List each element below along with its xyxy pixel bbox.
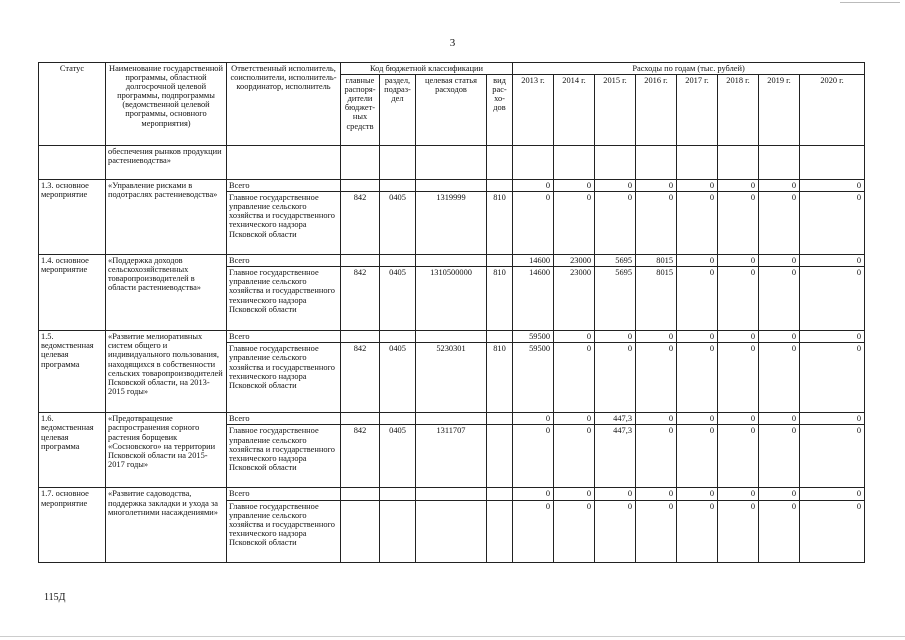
section-name: «Предотвращение распространения сорного растения борщевик «Сосновского» на территории Псковской области на 2015-2017 годы» bbox=[106, 413, 227, 488]
total-value: 14600 bbox=[513, 255, 554, 267]
section-status: 1.6. ведомственная целевая программа bbox=[39, 413, 106, 488]
year-value: 0 bbox=[677, 500, 718, 562]
year-value: 0 bbox=[800, 425, 865, 488]
total-value: 0 bbox=[595, 331, 636, 343]
total-value: 0 bbox=[636, 331, 677, 343]
section-total-row bbox=[39, 180, 865, 192]
total-value: 0 bbox=[677, 255, 718, 267]
total-value: 0 bbox=[718, 488, 759, 500]
year-value: 0 bbox=[595, 192, 636, 255]
year-value: 0 bbox=[677, 343, 718, 413]
total-value: 0 bbox=[759, 255, 800, 267]
total-value: 0 bbox=[718, 331, 759, 343]
year-value: 0 bbox=[800, 343, 865, 413]
header-name: Наименование государственной программы, областной долгосрочной целевой программы, подпрограммы (ведомственной целевой программы, основного мероприятия) bbox=[106, 63, 227, 146]
continuation-text: обеспечения рынков продукции растениеводства» bbox=[106, 146, 227, 180]
section-name: «Развитие мелиоративных систем общего и индивидуального пользования, находящихся в собственности сельских товаропроизводителей Псковской области, на 2013-2015 годы» bbox=[106, 331, 227, 413]
page-number: 3 bbox=[449, 37, 456, 49]
total-value: 0 bbox=[513, 413, 554, 425]
total-value: 0 bbox=[800, 413, 865, 425]
section-total-row bbox=[39, 331, 865, 343]
csr-code: 1310500000 bbox=[416, 267, 487, 331]
rzpr-code bbox=[380, 500, 416, 562]
year-value: 14600 bbox=[513, 267, 554, 331]
total-value: 0 bbox=[513, 488, 554, 500]
year-value: 0 bbox=[759, 343, 800, 413]
year-value: 447,3 bbox=[595, 425, 636, 488]
section-name: «Развитие садоводства, поддержка закладки и ухода за многолетними насаждениями» bbox=[106, 488, 227, 562]
section-total-row bbox=[39, 255, 865, 267]
grbs-code: 842 bbox=[341, 267, 380, 331]
executor-name: Главное государственное управление сельского хозяйства и государственного технического надзора Псковской области bbox=[227, 192, 341, 255]
header-csr: целевая статья расходов bbox=[416, 75, 487, 146]
year-value: 0 bbox=[554, 343, 595, 413]
total-value: 0 bbox=[677, 180, 718, 192]
rzpr-code: 0405 bbox=[380, 343, 416, 413]
budget-table bbox=[38, 62, 865, 563]
total-value: 0 bbox=[800, 331, 865, 343]
grbs-code: 842 bbox=[341, 425, 380, 488]
year-value: 0 bbox=[718, 425, 759, 488]
year-value: 0 bbox=[677, 192, 718, 255]
scan-artifact-line bbox=[840, 2, 900, 3]
executor-name: Главное государственное управление сельского хозяйства и государственного технического надзора Псковской области bbox=[227, 425, 341, 488]
csr-code: 1311707 bbox=[416, 425, 487, 488]
total-value: 0 bbox=[718, 180, 759, 192]
scan-artifact-line bbox=[0, 636, 905, 637]
vr-code: 810 bbox=[487, 192, 513, 255]
executor-name: Главное государственное управление сельского хозяйства и государственного технического надзора Псковской области bbox=[227, 343, 341, 413]
total-value: 0 bbox=[636, 413, 677, 425]
total-label: Всего bbox=[227, 331, 341, 343]
total-value: 0 bbox=[677, 488, 718, 500]
year-value: 0 bbox=[759, 425, 800, 488]
year-value: 0 bbox=[636, 343, 677, 413]
year-value: 0 bbox=[636, 192, 677, 255]
year-value: 0 bbox=[513, 425, 554, 488]
total-value: 0 bbox=[718, 413, 759, 425]
year-value: 0 bbox=[759, 500, 800, 562]
total-value: 0 bbox=[554, 180, 595, 192]
section-name: «Управление рисками в подотраслях растениеводства» bbox=[106, 180, 227, 255]
total-value: 0 bbox=[718, 255, 759, 267]
section-total-row bbox=[39, 488, 865, 500]
section-status: 1.7. основное мероприятие bbox=[39, 488, 106, 562]
total-value: 0 bbox=[800, 488, 865, 500]
year-value: 0 bbox=[800, 267, 865, 331]
executor-name: Главное государственное управление сельского хозяйства и государственного технического надзора Псковской области bbox=[227, 500, 341, 562]
year-value: 0 bbox=[677, 425, 718, 488]
year-value: 0 bbox=[554, 500, 595, 562]
section-total-row bbox=[39, 413, 865, 425]
year-value: 0 bbox=[677, 267, 718, 331]
total-value: 59500 bbox=[513, 331, 554, 343]
section-name: «Поддержка доходов сельскохозяйственных товаропроизводителей в области растениеводства» bbox=[106, 255, 227, 331]
grbs-code: 842 bbox=[341, 192, 380, 255]
total-value: 0 bbox=[759, 180, 800, 192]
year-value: 0 bbox=[759, 267, 800, 331]
year-value: 23000 bbox=[554, 267, 595, 331]
total-label: Всего bbox=[227, 180, 341, 192]
year-value: 8015 bbox=[636, 267, 677, 331]
rzpr-code: 0405 bbox=[380, 425, 416, 488]
total-value: 0 bbox=[677, 331, 718, 343]
vr-code bbox=[487, 425, 513, 488]
header-year: 2019 г. bbox=[759, 75, 800, 146]
year-value: 0 bbox=[554, 425, 595, 488]
total-value: 0 bbox=[513, 180, 554, 192]
year-value: 0 bbox=[636, 425, 677, 488]
total-value: 0 bbox=[759, 413, 800, 425]
header-year: 2016 г. bbox=[636, 75, 677, 146]
section-status: 1.4. основное мероприятие bbox=[39, 255, 106, 331]
year-value: 0 bbox=[718, 192, 759, 255]
vr-code: 810 bbox=[487, 343, 513, 413]
section-status: 1.3. основное мероприятие bbox=[39, 180, 106, 255]
year-value: 5695 bbox=[595, 267, 636, 331]
executor-name: Главное государственное управление сельского хозяйства и государственного технического надзора Псковской области bbox=[227, 267, 341, 331]
grbs-code: 842 bbox=[341, 343, 380, 413]
header-year: 2020 г. bbox=[800, 75, 865, 146]
rzpr-code: 0405 bbox=[380, 192, 416, 255]
total-value: 0 bbox=[595, 180, 636, 192]
header-budget-code: Код бюджетной классификации bbox=[341, 63, 513, 75]
total-value: 447,3 bbox=[595, 413, 636, 425]
year-value: 0 bbox=[718, 343, 759, 413]
year-value: 0 bbox=[595, 500, 636, 562]
total-value: 0 bbox=[759, 331, 800, 343]
section-status: 1.5. ведомственная целевая программа bbox=[39, 331, 106, 413]
csr-code bbox=[416, 500, 487, 562]
rzpr-code: 0405 bbox=[380, 267, 416, 331]
total-value: 0 bbox=[636, 488, 677, 500]
total-value: 0 bbox=[759, 488, 800, 500]
year-value: 0 bbox=[513, 500, 554, 562]
footer-stamp: 115Д bbox=[44, 592, 66, 603]
total-value: 0 bbox=[636, 180, 677, 192]
year-value: 0 bbox=[800, 192, 865, 255]
total-value: 8015 bbox=[636, 255, 677, 267]
header-rzpr: раздел, подраз-дел bbox=[380, 75, 416, 146]
header-year: 2018 г. bbox=[718, 75, 759, 146]
header-year: 2017 г. bbox=[677, 75, 718, 146]
total-value: 0 bbox=[554, 331, 595, 343]
year-value: 0 bbox=[595, 343, 636, 413]
vr-code bbox=[487, 500, 513, 562]
total-value: 5695 bbox=[595, 255, 636, 267]
total-label: Всего bbox=[227, 413, 341, 425]
header-year: 2015 г. bbox=[595, 75, 636, 146]
continuation-row bbox=[39, 146, 865, 180]
year-value: 0 bbox=[636, 500, 677, 562]
total-label: Всего bbox=[227, 255, 341, 267]
year-value: 0 bbox=[554, 192, 595, 255]
header-expenses: Расходы по годам (тыс. рублей) bbox=[513, 63, 865, 75]
csr-code: 5230301 bbox=[416, 343, 487, 413]
total-value: 0 bbox=[800, 255, 865, 267]
total-value: 0 bbox=[554, 413, 595, 425]
grbs-code bbox=[341, 500, 380, 562]
total-value: 0 bbox=[595, 488, 636, 500]
total-value: 0 bbox=[677, 413, 718, 425]
header-year: 2014 г. bbox=[554, 75, 595, 146]
header-status: Статус bbox=[39, 63, 106, 146]
header-grbs: главные распоря-дители бюджет-ных средств bbox=[341, 75, 380, 146]
year-value: 0 bbox=[718, 500, 759, 562]
year-value: 0 bbox=[759, 192, 800, 255]
header-year: 2013 г. bbox=[513, 75, 554, 146]
header-vr: вид рас-хо-дов bbox=[487, 75, 513, 146]
total-value: 23000 bbox=[554, 255, 595, 267]
year-value: 0 bbox=[718, 267, 759, 331]
year-value: 0 bbox=[800, 500, 865, 562]
vr-code: 810 bbox=[487, 267, 513, 331]
year-value: 59500 bbox=[513, 343, 554, 413]
total-value: 0 bbox=[800, 180, 865, 192]
header-responsible: Ответственный исполнитель, соисполнители, исполнитель-координатор, исполнитель bbox=[227, 63, 341, 146]
csr-code: 1319999 bbox=[416, 192, 487, 255]
total-label: Всего bbox=[227, 488, 341, 500]
year-value: 0 bbox=[513, 192, 554, 255]
total-value: 0 bbox=[554, 488, 595, 500]
